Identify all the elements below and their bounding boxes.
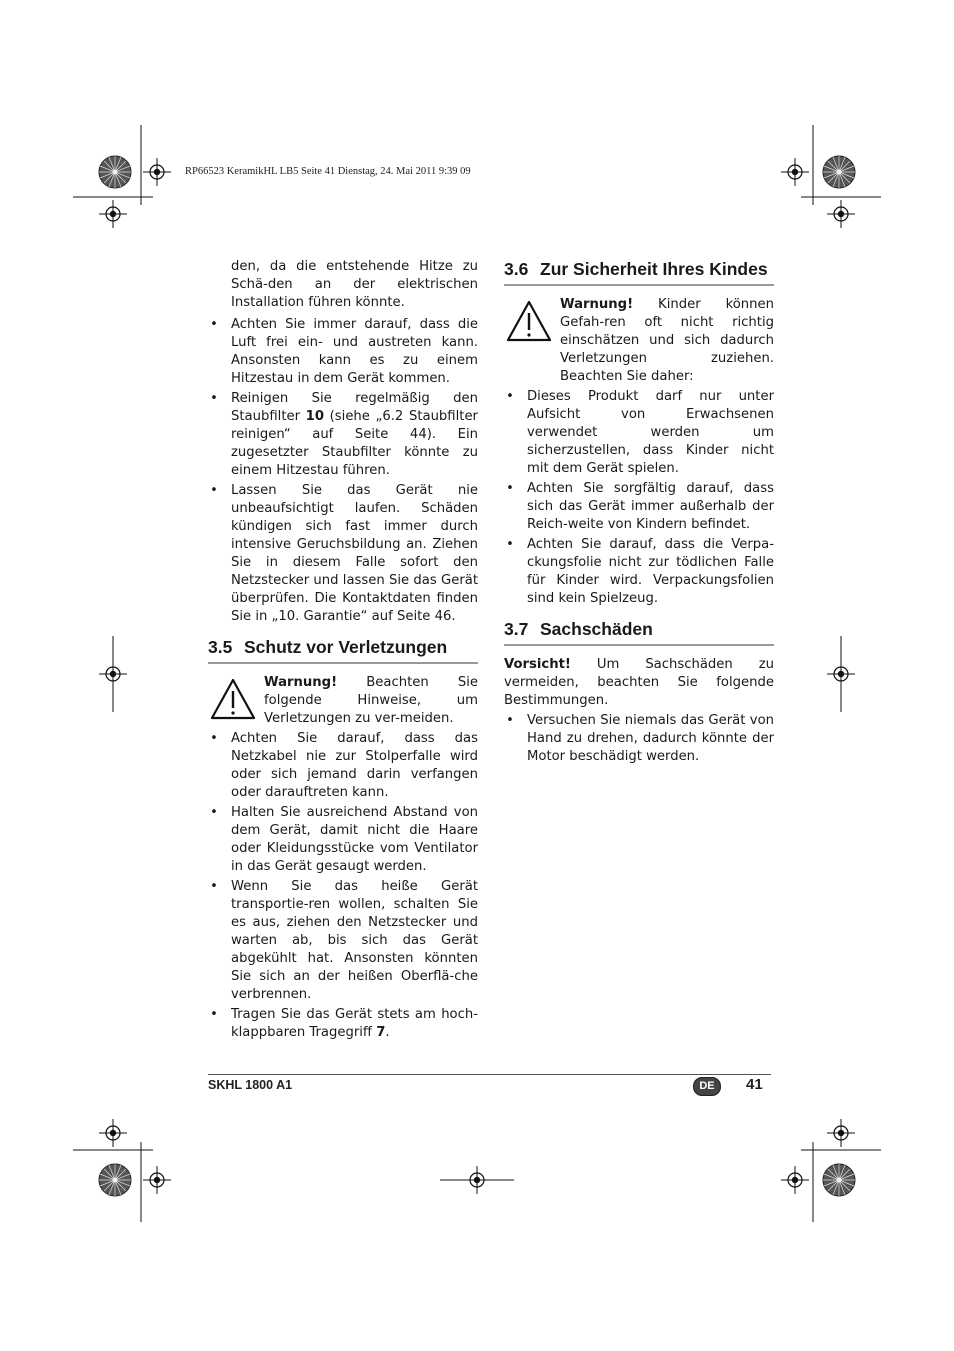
list-item: • Tragen Sie das Gerät stets am hoch-klappbaren Tragegriff 7. xyxy=(208,1006,478,1042)
bullet-icon: • xyxy=(506,481,514,496)
warning-block: Warnung! Kinder können Gefah-ren oft nicht richtig einschätzen und sich dadurch Verletzungen zuziehen. Beachten Sie daher: xyxy=(504,296,774,386)
warning-triangle-icon xyxy=(506,300,552,342)
list-item: • Achten Sie darauf, dass das Netzkabel nie zur Stolperfalle wird oder sich jemand darin verfangen oder darauftreten kann. xyxy=(208,730,478,802)
list-item: • Wenn Sie das heiße Gerät transportie-ren wollen, schalten Sie es aus, ziehen den Netzstecker und warten ab, bis sich das Gerät abgekühlt hat. Ansonsten könnten Sie sich an der heißen Oberflä-che verbrennen. xyxy=(208,878,478,1004)
intro-continuation: den, da die entstehende Hitze zu Schä-den an der elektrischen Installation führen könnte. xyxy=(231,259,478,310)
bullet-icon: • xyxy=(210,317,218,332)
right-column xyxy=(504,258,774,768)
bullet-icon: • xyxy=(210,1007,218,1022)
print-slug: RP66523 KeramikHL LB5 Seite 41 Dienstag, 24. Mai 2011 9:39 09 xyxy=(185,166,471,177)
list-item: • Lassen Sie das Gerät nie unbeaufsichtigt laufen. Schäden kündigen sich fast immer durch intensive Geruchsbildung an. Ziehen Sie in diesem Falle sofort den Netzstecker und lassen Sie das Gerät überprüfen. Die Kontaktdaten finden Sie in „10. Garantie“ auf Seite 46. xyxy=(208,482,478,626)
section-heading-3-7: 3.7 Sachschäden xyxy=(504,618,774,646)
list-item: • Versuchen Sie niemals das Gerät von Hand zu drehen, dadurch könnte der Motor beschädigt werden. xyxy=(504,712,774,766)
caution-label: Vorsicht! xyxy=(504,657,571,672)
page-number: 41 xyxy=(746,1076,763,1093)
warning-block: Warnung! Beachten Sie folgende Hinweise, um Verletzungen zu ver-meiden. xyxy=(208,674,478,728)
section-heading-3-6: 3.6 Zur Sicherheit Ihres Kindes xyxy=(504,258,774,286)
bullet-icon: • xyxy=(506,537,514,552)
section-heading-3-5: 3.5 Schutz vor Verletzungen xyxy=(208,636,478,664)
warning-label: Warnung! xyxy=(560,297,634,312)
list-item: • Achten Sie darauf, dass die Verpa-ckungsfolie nicht zur tödlichen Falle für Kinder wird. Verpackungsfolien sind kein Spielzeug. xyxy=(504,536,774,608)
model-number: SKHL 1800 A1 xyxy=(208,1078,293,1092)
list-item: • Dieses Produkt darf nur unter Aufsicht von Erwachsenen verwendet werden um sicherzustellen, dass Kinder nicht mit dem Gerät spielen. xyxy=(504,388,774,478)
bullet-icon: • xyxy=(210,879,218,894)
list-item: • Halten Sie ausreichend Abstand von dem Gerät, damit nicht die Haare oder Kleidungsstücke vom Ventilator in das Gerät gesaugt werden. xyxy=(208,804,478,876)
caution-paragraph: Vorsicht! Um Sachschäden zu vermeiden, beachten Sie folgende Bestimmungen. xyxy=(504,657,774,708)
list-item: • Achten Sie sorgfältig darauf, dass sich das Gerät immer außerhalb der Reich-weite von Kindern befindet. xyxy=(504,480,774,534)
language-badge: DE xyxy=(693,1077,721,1096)
bullet-icon: • xyxy=(210,805,218,820)
list-item: • Reinigen Sie regelmäßig den Staubfilter 10 (siehe „6.2 Staubfilter reinigen“ auf Seite 44). Ein zugesetzter Staubfilter könnte zu einem Hitzestau führen. xyxy=(208,390,478,480)
bullet-icon: • xyxy=(506,389,514,404)
bullet-icon: • xyxy=(210,391,218,406)
warning-triangle-icon xyxy=(210,678,256,720)
bullet-icon: • xyxy=(210,483,218,498)
list-item: • Achten Sie immer darauf, dass die Luft frei ein- und austreten kann. Ansonsten kann es zu einem Hitzestau in dem Gerät kommen. xyxy=(208,316,478,388)
footer-rule xyxy=(208,1074,771,1075)
part-number: 10 xyxy=(305,409,325,424)
bullet-icon: • xyxy=(210,731,218,746)
left-column xyxy=(208,258,478,1044)
bullet-icon: • xyxy=(506,713,514,728)
part-number: 7 xyxy=(376,1025,386,1040)
warning-label: Warnung! xyxy=(264,675,338,690)
